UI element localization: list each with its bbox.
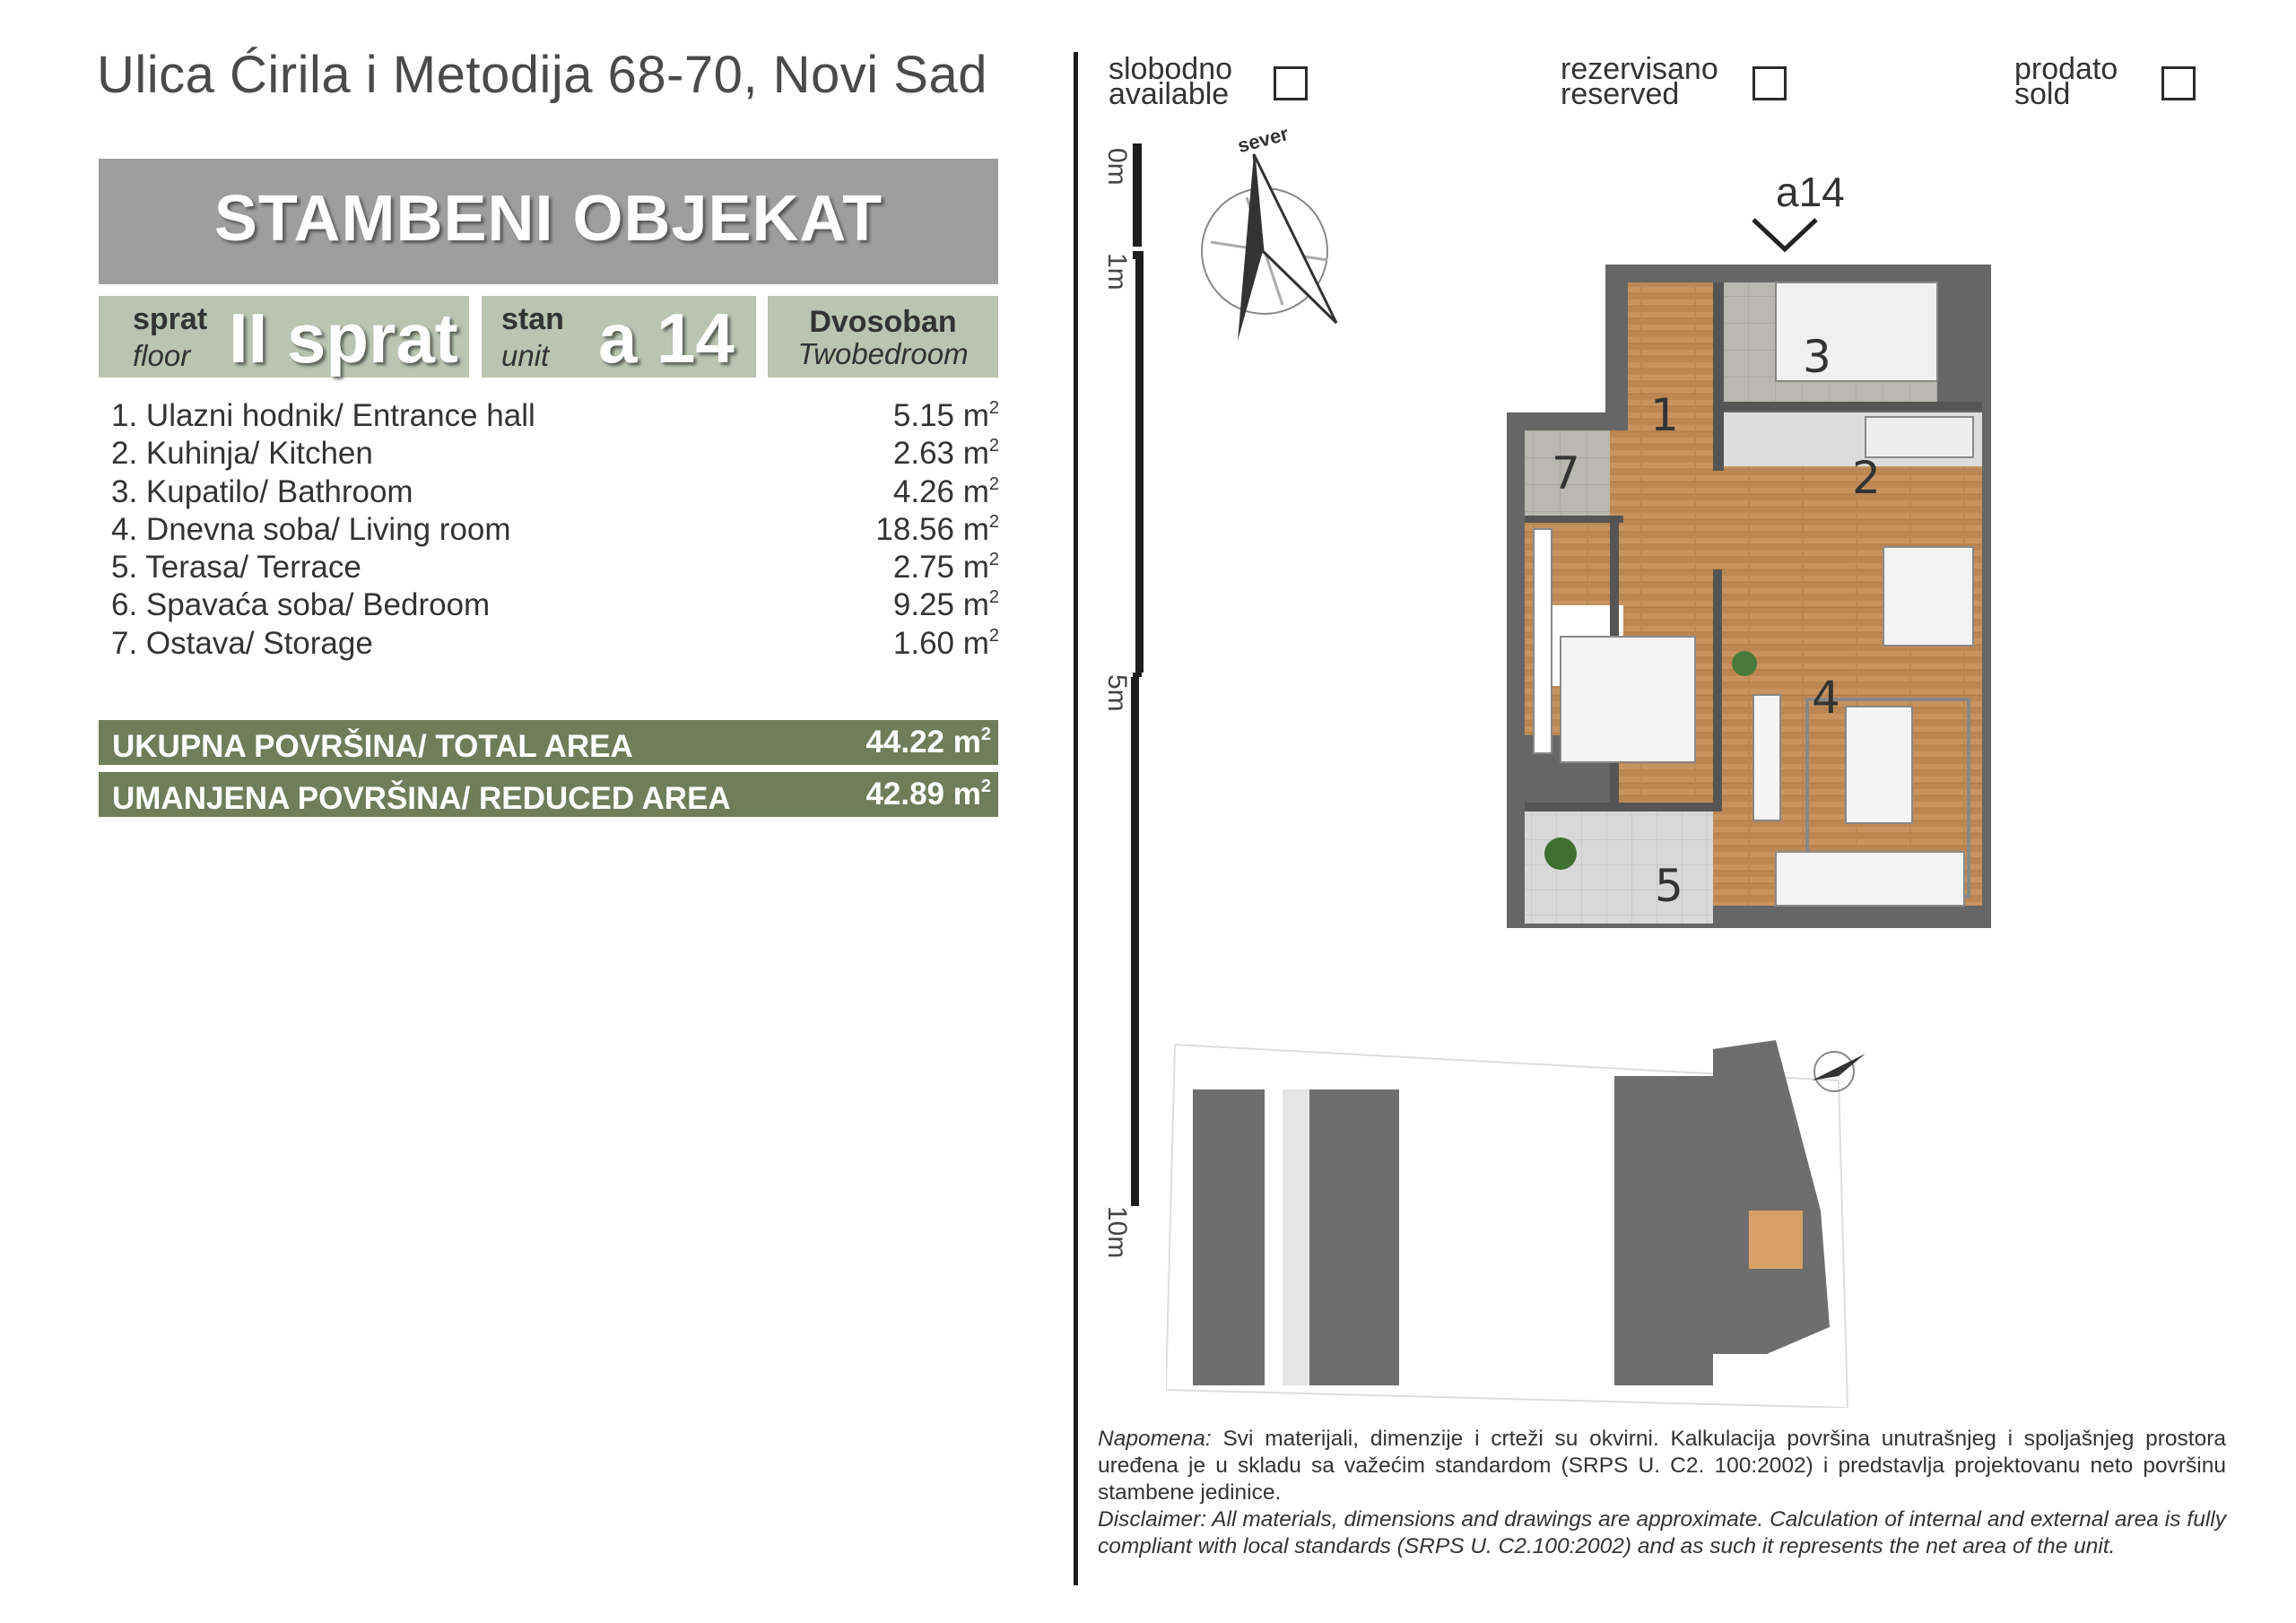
legend-reserved-checkbox[interactable] <box>1752 66 1787 100</box>
room-area: 9.25 $m^2$ <box>892 587 999 623</box>
room-row <box>111 549 999 586</box>
room-number-5: 5 <box>1655 860 1683 912</box>
legend-sublabel: reserved <box>1561 77 1680 111</box>
room-area: 2.63 $m^2$ <box>892 436 999 472</box>
room-number-3: 3 <box>1803 331 1831 383</box>
room-area: 2.75 $m^2$ <box>892 550 999 586</box>
legend-available-checkbox[interactable] <box>1274 66 1308 100</box>
legend-sublabel: sold <box>2014 77 2071 111</box>
reduced-area-value: 42.89 $m^2$ <box>865 777 991 812</box>
room-number-1: 1 <box>1650 389 1679 441</box>
type-chip <box>768 296 998 378</box>
room-name: 7. Ostava/ Storage <box>111 625 373 661</box>
legend-label: prodato <box>2014 52 2118 86</box>
vertical-divider <box>1074 52 1078 1585</box>
room-name: 3. Kupatilo/ Bathroom <box>111 473 413 509</box>
room-name: 2. Kuhinja/ Kitchen <box>111 436 373 472</box>
room-row <box>111 397 999 435</box>
legend-sold <box>2014 52 2118 111</box>
unit-chip <box>482 296 756 378</box>
scale-label-1m: 1m <box>1102 253 1132 291</box>
legend-label: rezervisano <box>1561 52 1718 86</box>
unit-sub: unit <box>501 339 550 372</box>
floor-label: sprat <box>133 302 208 336</box>
room-row <box>111 586 999 624</box>
legend-available <box>1109 52 1233 111</box>
room-area: 18.56 $m^2$ <box>875 511 999 547</box>
room-area: 5.15 $m^2$ <box>892 398 999 433</box>
disclaimer: Disclaimer: All materials, dimensions and drawings are approximate. Calculation of internal and external area is fully compliant with local standards (SRPS U. C2.100:2002) and as such it represents the net area of the unit. <box>1098 1507 2226 1558</box>
site-plan <box>1166 1031 1866 1408</box>
title-band <box>99 159 998 284</box>
compass-label: sever <box>1235 122 1292 158</box>
floor-value: II sprat <box>229 299 458 378</box>
room-row <box>111 435 999 473</box>
room-name: 4. Dnevna soba/ Living room <box>111 511 511 547</box>
floor-sub: floor <box>133 339 191 372</box>
room-area: 1.60 $m^2$ <box>892 625 999 661</box>
reduced-area-band <box>99 772 998 817</box>
room-name: 1. Ulazni hodnik/ Entrance hall <box>111 398 535 433</box>
room-name: 5. Terasa/ Terrace <box>111 550 361 586</box>
floor-plan <box>1507 161 2027 942</box>
room-row <box>111 511 999 549</box>
room-number-2: 2 <box>1852 452 1881 504</box>
napomena: Napomena: Svi materijali, dimenzije i crteži su okvirni. Kalkulacija površina unutrašnjeg i spoljašnjeg prostora uređena je u skladu sa važećim standardom (SRPS U. C2. 100:2002) i predstavlja projektovanu neto površinu stambene jedinice. <box>1098 1427 2226 1505</box>
unit-highlight <box>1749 1211 1803 1269</box>
floor-chip <box>99 296 469 378</box>
scale-label-5m: 5m <box>1102 674 1132 712</box>
room-row <box>111 473 999 511</box>
legend-label: slobodno <box>1109 52 1233 86</box>
type-sub: Twobedroom <box>797 337 969 370</box>
unit-tag: a14 <box>1776 169 1845 215</box>
legend-sold-checkbox[interactable] <box>2161 66 2196 100</box>
note <box>1098 1426 2226 1560</box>
total-area-value: 44.22 $m^2$ <box>865 725 991 759</box>
unit-value: a 14 <box>598 299 735 378</box>
page-title: STAMBENI OBJEKAT <box>213 183 883 255</box>
type-label: Dvosoban <box>809 305 957 339</box>
scale-label-10m: 10m <box>1102 1206 1132 1259</box>
room-area: 4.26 $m^2$ <box>892 473 999 509</box>
legend-sublabel: available <box>1109 77 1230 111</box>
room-number-4: 4 <box>1812 672 1840 724</box>
scale-label-0m: 0m <box>1102 148 1132 186</box>
reduced-area-label: UMANJENA POVRŠINA/ REDUCED AREA <box>112 781 731 816</box>
address: Ulica Ćirila i Metodija 68-70, Novi Sad <box>97 46 988 104</box>
room-name: 6. Spavaća soba/ Bedroom <box>111 587 491 623</box>
room-list <box>111 397 999 663</box>
total-area-band <box>99 720 998 765</box>
total-area-label: UKUPNA POVRŠINA/ TOTAL AREA <box>112 729 633 764</box>
legend-reserved <box>1561 52 1718 111</box>
room-number-7: 7 <box>1552 447 1580 499</box>
unit-label: stan <box>501 302 564 336</box>
compass-icon <box>1193 117 1363 350</box>
room-row <box>111 625 999 663</box>
